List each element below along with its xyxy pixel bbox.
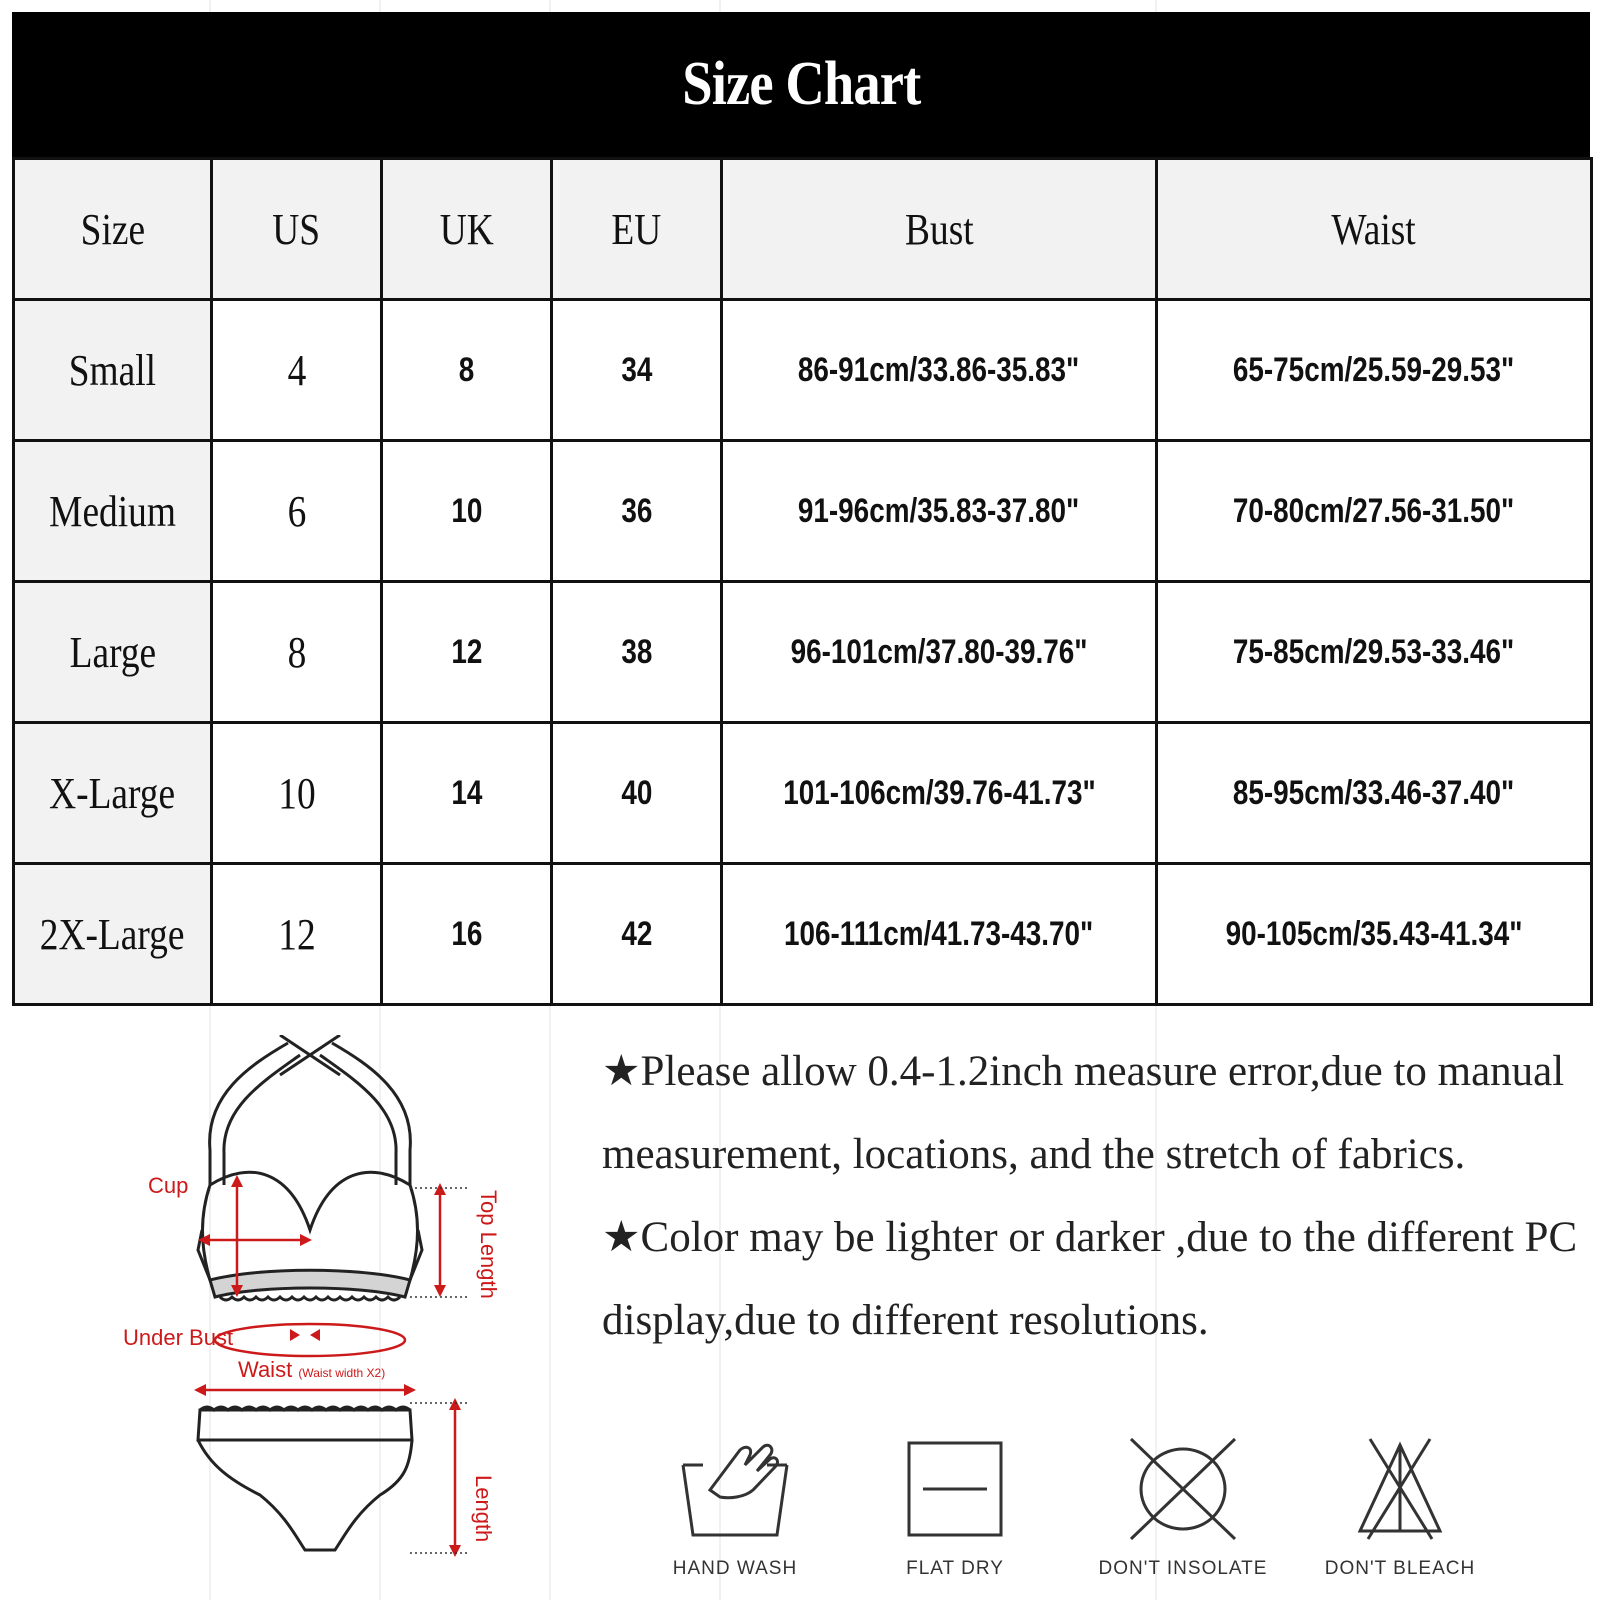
cell-bust: 91-96cm/35.83-37.80" bbox=[722, 441, 1157, 582]
cell-uk: 16 bbox=[382, 864, 552, 1005]
cell-size: Large bbox=[14, 582, 212, 723]
cell-bust: 106-111cm/41.73-43.70" bbox=[722, 864, 1157, 1005]
table-row bbox=[14, 723, 1592, 864]
note-color: ★Color may be lighter or darker ,due to the different PC display,due to different resolutions. bbox=[602, 1214, 1578, 1344]
top-length-label: Top Length bbox=[476, 1190, 501, 1299]
care-flat-dry bbox=[855, 1435, 1055, 1580]
cell-us: 10 bbox=[212, 723, 382, 864]
cell-size: 2X-Large bbox=[14, 864, 212, 1005]
size-chart-title: Size Chart bbox=[681, 50, 921, 118]
cell-bust: 96-101cm/37.80-39.76" bbox=[722, 582, 1157, 723]
cell-uk: 10 bbox=[382, 441, 552, 582]
cell-eu: 40 bbox=[552, 723, 722, 864]
table-row bbox=[14, 300, 1592, 441]
table-row bbox=[14, 441, 1592, 582]
waist-note: (Waist width X2) bbox=[298, 1366, 386, 1380]
dont-bleach-icon bbox=[1340, 1435, 1460, 1540]
cell-waist: 85-95cm/33.46-37.40" bbox=[1157, 723, 1592, 864]
flat-dry-label: FLAT DRY bbox=[906, 1558, 1004, 1579]
dont-bleach-label: DON'T BLEACH bbox=[1324, 1558, 1476, 1579]
table-row bbox=[14, 864, 1592, 1005]
under-bust-label: Under Bust bbox=[123, 1325, 234, 1350]
note-measure-error: ★Please allow 0.4-1.2inch measure error,due to manual measurement, locations, and the stretch of fabrics. bbox=[602, 1048, 1565, 1178]
waist-label: Waist (Waist width X2) bbox=[238, 1357, 386, 1382]
header-uk: UK bbox=[382, 159, 552, 300]
cell-size: Medium bbox=[14, 441, 212, 582]
cell-uk: 14 bbox=[382, 723, 552, 864]
header-bust: Bust bbox=[722, 159, 1157, 300]
cell-eu: 42 bbox=[552, 864, 722, 1005]
flat-dry-icon bbox=[895, 1435, 1015, 1540]
size-chart-title-bar bbox=[12, 12, 1590, 157]
dont-insolate-label: DON'T INSOLATE bbox=[1098, 1558, 1268, 1579]
cell-us: 8 bbox=[212, 582, 382, 723]
size-table bbox=[12, 157, 1593, 1006]
care-hand-wash bbox=[635, 1435, 835, 1580]
cell-eu: 38 bbox=[552, 582, 722, 723]
cell-uk: 8 bbox=[382, 300, 552, 441]
cell-us: 4 bbox=[212, 300, 382, 441]
care-dont-bleach bbox=[1300, 1435, 1500, 1580]
cell-waist: 65-75cm/25.59-29.53" bbox=[1157, 300, 1592, 441]
header-eu: EU bbox=[552, 159, 722, 300]
cup-label: Cup bbox=[148, 1173, 189, 1198]
cell-bust: 101-106cm/39.76-41.73" bbox=[722, 723, 1157, 864]
cell-eu: 36 bbox=[552, 441, 722, 582]
header-waist: Waist bbox=[1157, 159, 1592, 300]
cell-bust: 86-91cm/33.86-35.83" bbox=[722, 300, 1157, 441]
cell-waist: 75-85cm/29.53-33.46" bbox=[1157, 582, 1592, 723]
length-label: Length bbox=[471, 1475, 496, 1543]
notes-section bbox=[602, 1030, 1592, 1362]
cell-size: Small bbox=[14, 300, 212, 441]
dont-insolate-icon bbox=[1123, 1435, 1243, 1540]
header-size: Size bbox=[14, 159, 212, 300]
bikini-illustration bbox=[110, 1035, 530, 1595]
measurement-diagram bbox=[110, 1035, 530, 1595]
cell-us: 12 bbox=[212, 864, 382, 1005]
cell-eu: 34 bbox=[552, 300, 722, 441]
cell-uk: 12 bbox=[382, 582, 552, 723]
cell-waist: 70-80cm/27.56-31.50" bbox=[1157, 441, 1592, 582]
cell-us: 6 bbox=[212, 441, 382, 582]
cell-size: X-Large bbox=[14, 723, 212, 864]
hand-wash-icon bbox=[675, 1435, 795, 1540]
care-dont-insolate bbox=[1083, 1435, 1283, 1580]
table-row bbox=[14, 582, 1592, 723]
table-header-row bbox=[14, 159, 1592, 300]
size-chart bbox=[12, 12, 1590, 1006]
header-us: US bbox=[212, 159, 382, 300]
cell-waist: 90-105cm/35.43-41.34" bbox=[1157, 864, 1592, 1005]
hand-wash-label: HAND WASH bbox=[672, 1558, 798, 1579]
